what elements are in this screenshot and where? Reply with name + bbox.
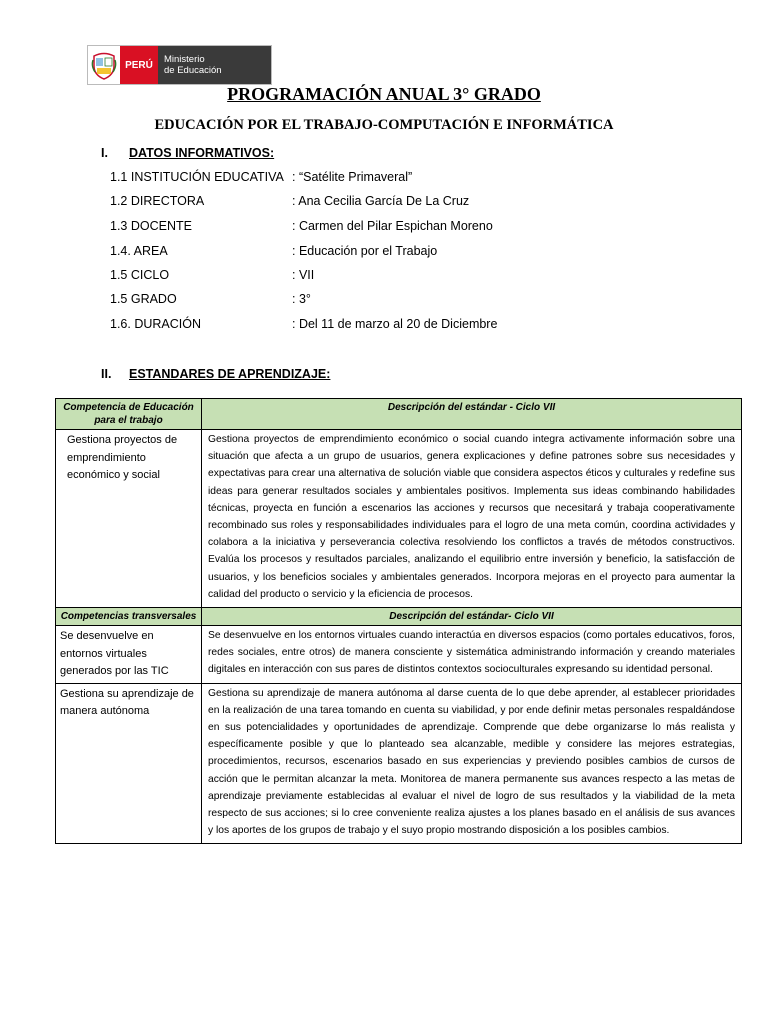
descripcion-cell: Gestiona su aprendizaje de manera autónoma al darse cuenta de lo que debe aprender, al establecer prioridades en la realización de una tarea tomando en cuenta su viabilidad, y por ende definir metas personales respaldándose en sus potencialidades y oportunidades de aprendizaje. Comprende que debe organizarse lo más realista y específicamente posible y que lo planteado sea alcanzable, medible y considere las mejores estrategias, procedimientos, recursos, escenarios basado en sus experiencias y previendo posibles cambios de cursos de acción que le permitan alcanzar la meta. Monitorea de manera permanente sus avances respecto a las metas de aprendizaje previamente establecidas al evaluar el nivel de logro de sus resultados y la viabilidad de la meta respecto de sus acciones; si lo cree conveniente realiza ajustes a los planes basado en el análisis de sus avances y los aportes de los grupos de trabajo y el suyo propio mostrando disposición a los posibles cambios. [202, 683, 742, 844]
header-descripcion-transversal: Descripción del estándar- Ciclo VII [202, 608, 742, 626]
competencia-cell: Gestiona proyectos de emprendimiento económico y social [56, 430, 202, 608]
descripcion-cell: Se desenvuelve en los entornos virtuales cuando interactúa en diversos espacios (como portales educativos, foros, redes sociales, entre otros) de manera consciente y sistemática administrando información y creando materiales digitales en interacción con sus pares de distintos contextos socioculturales expresando su identidad personal. [202, 626, 742, 684]
table-row [56, 626, 742, 684]
table-row [56, 683, 742, 844]
table-row [56, 430, 742, 608]
standards-table [55, 398, 742, 844]
coat-of-arms-icon [88, 46, 120, 84]
ministerio-label: Ministerio de Educación [158, 46, 271, 84]
header-competencia: Competencia de Educación para el trabajo [56, 399, 202, 430]
section-estandares: II. ESTANDARES DE APRENDIZAJE: [101, 367, 331, 381]
ministerio-logo [87, 45, 272, 85]
table-header-row [56, 399, 742, 430]
page-title: PROGRAMACIÓN ANUAL 3° GRADO [227, 84, 541, 104]
competencia-cell: Gestiona su aprendizaje de manera autónoma [56, 683, 202, 844]
section-datos-informativos: I. DATOS INFORMATIVOS: [101, 146, 275, 160]
descripcion-cell: Gestiona proyectos de emprendimiento económico o social cuando integra activamente información sobre una situación que afecta a un grupo de usuarios, genera explicaciones y define patrones sobre sus necesidades y expectativas para crear una alternativa de solución viable que considera aspectos éticos y culturales y redefine sus ideas para generar resultados sociales y ambientales positivos. Implementa sus ideas combinando habilidades técnicas, proyecta en función a escenarios las acciones y recursos que necesitará y trabaja cooperativamente recombinado sus roles y responsabilidades individuales para el logro de una meta común, coordina actividades y colabora a la iniciativa y perseverancia colectiva resolviendo los conflictos a través de métodos constructivos. Evalúa los procesos y resultados parciales, analizando el equilibrio entre inversión y beneficio, la satisfacción de usuarios, y los beneficios sociales y ambientales generados. Incorpora mejoras en el proyecto para aumentar la calidad del producto o servicio y la eficiencia de procesos. [202, 430, 742, 608]
page-subtitle: EDUCACIÓN POR EL TRABAJO-COMPUTACIÓN E INFORMÁTICA [154, 117, 614, 133]
header-competencias-transversales: Competencias transversales [56, 608, 202, 626]
peru-label: PERÚ [120, 46, 158, 84]
header-descripcion: Descripción del estándar - Ciclo VII [202, 399, 742, 430]
competencia-cell: Se desenvuelve en entornos virtuales generados por las TIC [56, 626, 202, 684]
table-header-row [56, 608, 742, 626]
